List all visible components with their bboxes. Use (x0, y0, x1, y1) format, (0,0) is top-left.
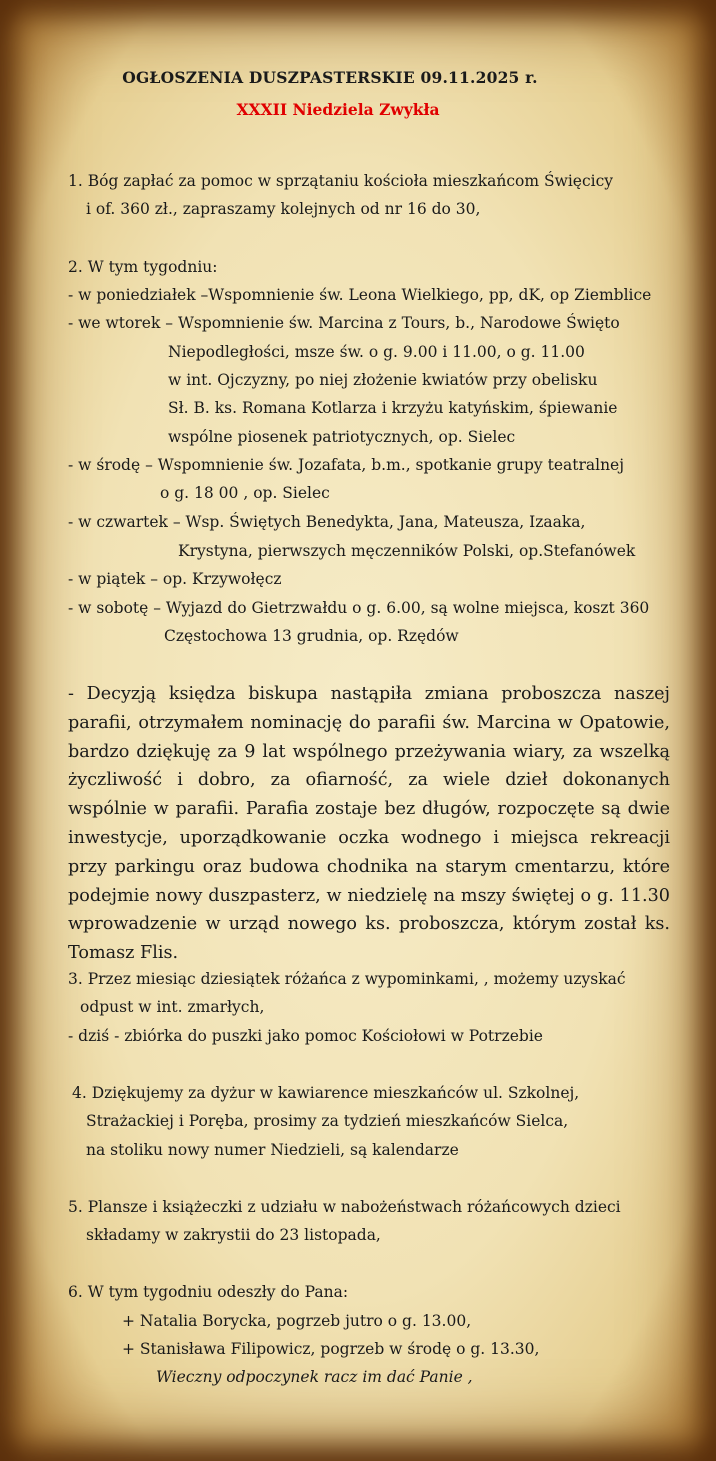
item2-line: o g. 18 00 , op. Sielec (160, 484, 330, 502)
item5-line: składamy w zakrystii do 23 listopada, (86, 1226, 381, 1244)
item6-line: + Stanisława Filipowicz, pogrzeb w środę o g. 13.30, (122, 1340, 540, 1358)
item4-line: na stoliku nowy numer Niedzieli, są kalendarze (86, 1141, 459, 1159)
item6-heading: 6. W tym tygodniu odeszły do Pana: (68, 1283, 349, 1301)
item3-line: 3. Przez miesiąc dziesiątek różańca z wypominkami, , możemy uzyskać (68, 970, 626, 988)
item2-line: - we wtorek – Wspomnienie św. Marcina z Tours, b., Narodowe Święto (68, 314, 620, 332)
item1-line: i of. 360 zł., zapraszamy kolejnych od nr 16 do 30, (86, 200, 481, 218)
item2-line: Krystyna, pierwszych męczenników Polski, op.Stefanówek (178, 542, 636, 560)
pastor-change-paragraph: - Decyzją księdza biskupa nastąpiła zmiana proboszcza naszej parafii, otrzymałem nominację do parafii św. Marcina w Opatowie, bardzo dziękuję za 9 lat wspólnego przeżywania wiary, za wszelką życzliwość i dobro, za ofiarność, za wiele dzieł dokonanych wspólnie w parafii. Parafia zostaje bez długów, rozpoczęte są dwie inwestycje, uporządkowanie oczka wodnego i miejsca rekreacji przy parkingu oraz budowa chodnika na starym cmentarzu, które podejmie nowy duszpasterz, w niedzielę na mszy świętej o g. 11.30 wprowadzenie w urząd nowego ks. proboszcza, którym został ks. Tomasz Flis. (68, 684, 670, 964)
item2-line: - w czwartek – Wsp. Świętych Benedykta, Jana, Mateusza, Izaaka, (68, 513, 586, 531)
item2-line: w int. Ojczyzny, po niej złożenie kwiatów przy obelisku (168, 371, 598, 389)
item2-line: - w piątek – op. Krzywołęcz (68, 570, 282, 588)
item2-line: - w środę – Wspomnienie św. Jozafata, b.m., spotkanie grupy teatralnej (68, 456, 625, 474)
item4-line: Strażackiej i Poręba, prosimy za tydzień mieszkańców Sielca, (86, 1112, 569, 1130)
item2-line: Częstochowa 13 grudnia, op. Rzędów (164, 627, 459, 645)
item3-line: - dziś - zbiórka do puszki jako pomoc Kościołowi w Potrzebie (68, 1027, 543, 1045)
item2-heading: 2. W tym tygodniu: (68, 258, 218, 276)
item2-line: Sł. B. ks. Romana Kotlarza i krzyżu katyńskim, śpiewanie (168, 399, 618, 417)
page-subtitle: XXXII Niedziela Zwykła (236, 100, 440, 119)
item3-line: odpust w int. zmarłych, (80, 998, 265, 1016)
item2-line: Niepodległości, msze św. o g. 9.00 i 11.00, o g. 11.00 (168, 343, 585, 361)
item2-line: wspólne piosenek patriotycznych, op. Sielec (168, 428, 516, 446)
item5-line: 5. Plansze i książeczki z udziału w nabożeństwach różańcowych dzieci (68, 1198, 621, 1216)
item1-line: 1. Bóg zapłać za pomoc w sprzątaniu kościoła mieszkańcom Święcicy (68, 172, 614, 190)
item6-line: + Natalia Borycka, pogrzeb jutro o g. 13.00, (122, 1312, 472, 1330)
item2-line: - w poniedziałek –Wspomnienie św. Leona Wielkiego, pp, dK, op Ziemblice (68, 286, 652, 304)
item4-line: 4. Dziękujemy za dyżur w kawiarence mieszkańców ul. Szkolnej, (72, 1084, 580, 1102)
page-title: OGŁOSZENIA DUSZPASTERSKIE 09.11.2025 r. (122, 68, 538, 87)
item6-prayer: Wieczny odpoczynek racz im dać Panie , (156, 1368, 473, 1386)
item2-line: - w sobotę – Wyjazd do Gietrzwałdu o g. 6.00, są wolne miejsca, koszt 360 (68, 599, 650, 617)
